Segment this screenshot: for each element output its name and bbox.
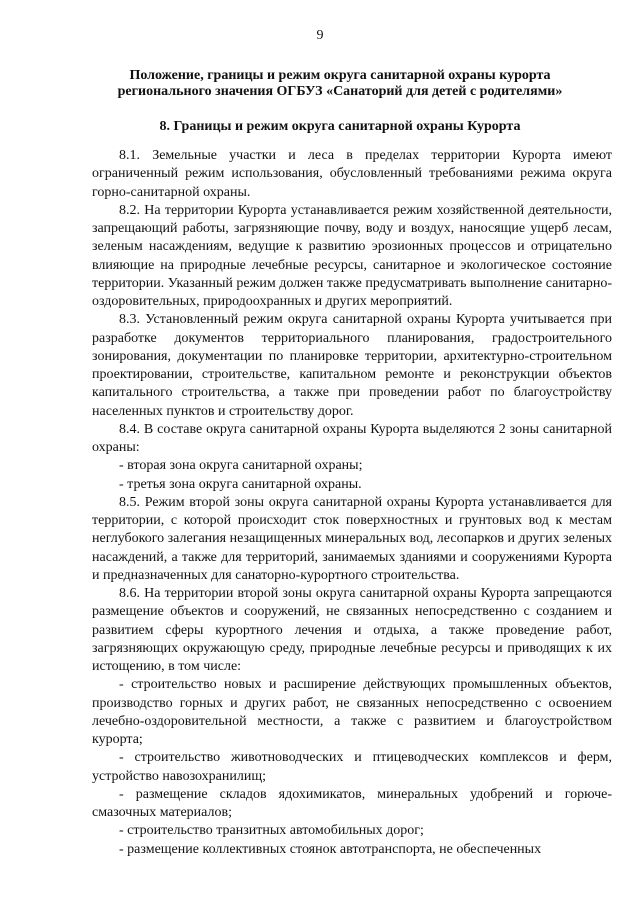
paragraph: 8.6. На территории второй зоны округа санитарной охраны Курорта запрещаются размещение объектов и сооружений, не связанных непосредственно с созданием и развитием сферы курортного лечения и отдыха, а также проведение работ, загрязняющих окружающую среду, природные лечебные ресурсы и приводящих к их истощению, в том числе: [92, 586, 612, 674]
paragraph: 8.4. В составе округа санитарной охраны Курорта выделяются 2 зоны санитарной охраны: [92, 421, 612, 455]
document-title-line: Положение, границы и режим округа санитарной охраны курорта [129, 68, 551, 83]
paragraph: 8.1. Земельные участки и леса в пределах территории Курорта имеют ограниченный режим использования, обусловленный требованиями режима округа горно-санитарной охраны. [92, 148, 612, 200]
list-item: - строительство новых и расширение действующих промышленных объектов, производство горных и других работ, не связанных непосредственно с освоением лечебно-оздоровительной местности, а также с развитием и благоустройством курорта; [92, 677, 612, 747]
list-item: - размещение складов ядохимикатов, минеральных удобрений и горюче-смазочных материалов; [92, 786, 612, 820]
page-number: 9 [316, 28, 324, 43]
document-title-line: регионального значения ОГБУЗ «Санаторий для детей с родителями» [117, 84, 563, 99]
body-text [92, 147, 612, 859]
list-item: - размещение коллективных стоянок автотранспорта, не обеспеченных [119, 841, 542, 857]
section-heading: 8. Границы и режим округа санитарной охраны Курорта [159, 119, 521, 134]
list-item: - строительство транзитных автомобильных дорог; [119, 823, 424, 839]
list-item: - строительство животноводческих и птицеводческих комплексов и ферм, устройство навозохранилищ; [92, 750, 612, 784]
list-item: - вторая зона округа санитарной охраны; [119, 458, 363, 474]
paragraph: 8.3. Установленный режим округа санитарной охраны Курорта учитывается при разработке документов территориального планирования, градостроительного зонирования, документации по планировке территории, архитектурно-строительном проектировании, строительстве, капитальном ремонте и реконструкции объектов капитального строительства, а также при проведении работ по благоустройству населенных пунктов и строительству дорог. [92, 312, 612, 419]
list-item: - третья зона округа санитарной охраны. [119, 476, 362, 492]
document-title [100, 68, 580, 100]
paragraph: 8.2. На территории Курорта устанавливается режим хозяйственной деятельности, запрещающий работы, загрязняющие почву, воду и воздух, наносящие ущерб лесам, зеленым насаждениям, ведущие к развитию эрозионных процессов и отрицательно влияющие на природные лечебные ресурсы, санитарное и экологическое состояние территории. Указанный режим должен также предусматривать выполнение санитарно-оздоровительных, природоохранных и других мероприятий. [92, 202, 612, 309]
paragraph: 8.5. Режим второй зоны округа санитарной охраны Курорта устанавливается для территории, с которой происходит сток поверхностных и грунтовых вод к местам неглубокого залегания незащищенных минеральных вод, лесопарков и других зеленых насаждений, а также для территорий, занимаемых зданиями и сооружениями Курорта и предназначенных для санаторно-курортного строительства. [92, 494, 612, 583]
